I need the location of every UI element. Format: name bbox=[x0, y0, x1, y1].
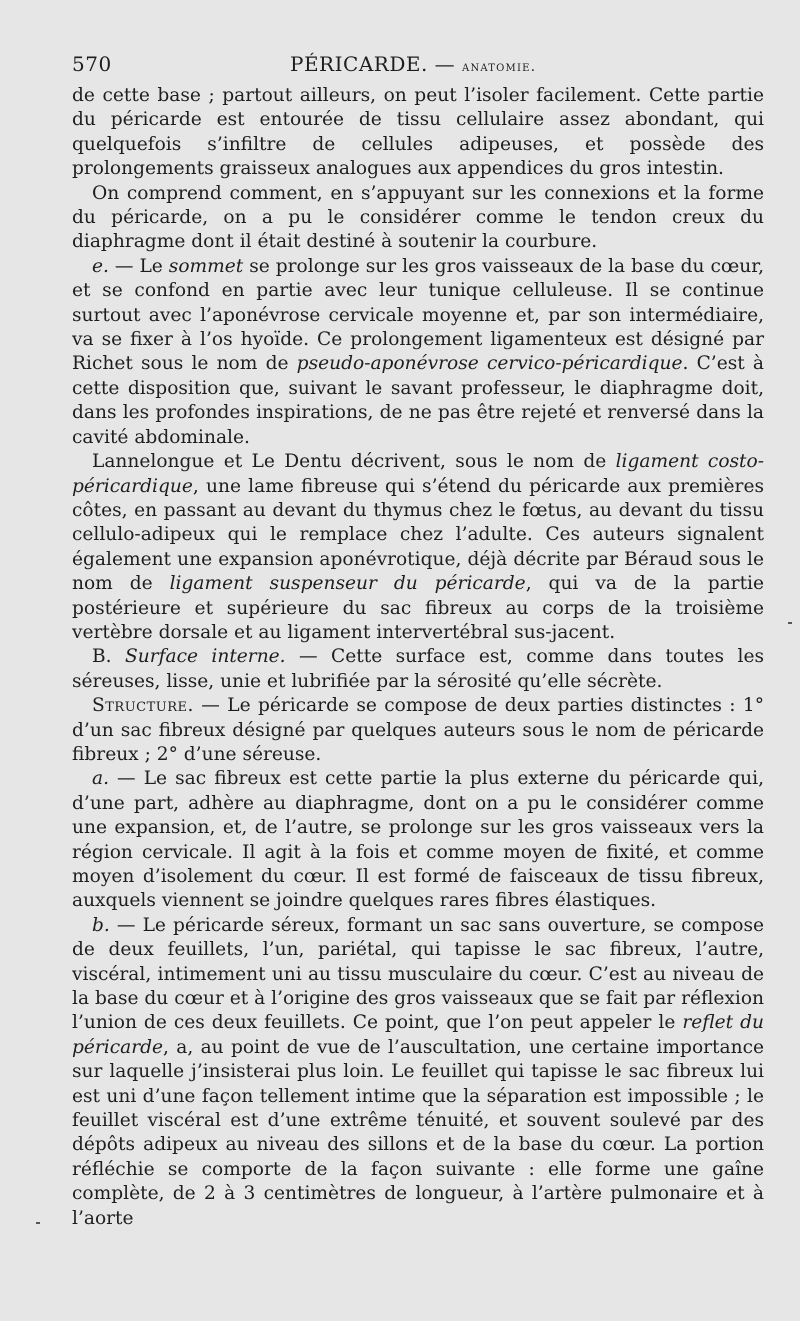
running-header bbox=[72, 50, 764, 84]
running-title-section: anatomie. bbox=[462, 59, 537, 75]
paragraph-text: — Le bbox=[108, 255, 169, 277]
paragraph-text: , qui va de la partie postérieure et supérieure du sac fibreux au corps de la troisième vertèbre dorsale et au ligament intervertébral sus-jacent. bbox=[72, 573, 764, 643]
term-italic: ligament suspenseur du péricarde bbox=[169, 573, 526, 595]
section-heading-smallcaps: Structure. bbox=[92, 695, 194, 717]
paragraph-continuation bbox=[72, 84, 764, 182]
paragraph-text: , une lame fibreuse qui s’étend du péricarde aux premières côtes, en passant au devant du thymus chez le fœtus, au devant du tissu cellulo-adipeux qui le remplace chez l’adulte. Ces auteurs signalent également une expansion aponévrotique, déjà décrite par Béraud sous le nom de bbox=[72, 475, 764, 595]
paragraph-costo-pericardique bbox=[72, 450, 764, 645]
margin-mark bbox=[36, 1222, 40, 1224]
item-letter: a. bbox=[92, 768, 109, 790]
paragraph-sac-fibreux bbox=[72, 767, 764, 913]
margin-mark bbox=[788, 622, 792, 624]
paragraph-text: — Le sac fibreux est cette partie la plus externe du péricarde qui, d’une part, adhère au diaphragme, dont on a pu le considérer comme une expansion, et, de l’autre, se prolonge sur les gros vaisseaux vers la région cervicale. Il agit à la fois et comme moyen de fixité, et comme moyen d’isolement du cœur. Il est formé de faisceaux de tissu fibreux, auxquels viennent se joindre quelques rares fibres élastiques. bbox=[72, 768, 764, 912]
section-heading-italic: Surface interne. bbox=[125, 646, 286, 668]
paragraph-text: . C’est à cette disposition que, suivant le savant professeur, le diaphragme doit, dans les profondes inspirations, de ne pas être rejeté et renversé dans la cavité abdominale. bbox=[72, 353, 764, 448]
section-letter: B. bbox=[92, 646, 125, 668]
paragraph-surface-interne bbox=[72, 645, 764, 694]
term-italic: ligament costo-péricardique bbox=[72, 451, 765, 497]
paragraph-sommet bbox=[72, 255, 764, 450]
paragraph-pericarde-sereux bbox=[72, 914, 764, 1231]
term-italic: sommet bbox=[168, 255, 244, 277]
paragraph-text: — Le péricarde se compose de deux parties distinctes : 1° d’un sac fibreux désigné par quelques auteurs sous le nom de péricarde fibreux ; 2° d’une séreuse. bbox=[72, 695, 764, 765]
item-letter: b. bbox=[92, 914, 110, 936]
item-letter: e. bbox=[92, 255, 109, 277]
paragraph-text: — Le péricarde séreux, formant un sac sans ouverture, se compose de deux feuillets, l’un, pariétal, qui tapisse le sac fibreux, l’autre, viscéral, intimement uni au tissu musculaire du cœur. C’est au niveau de la base du cœur et à l’origine des gros vaisseaux que se fait par réflexion l’union de ces deux feuillets. Ce point, que l’on peut appeler le bbox=[72, 914, 764, 1034]
paragraph-text: Lannelongue et Le Dentu décrivent, sous le nom de bbox=[92, 451, 616, 473]
paragraph-text: , a, au point de vue de l’auscultation, une certaine importance sur laquelle j’insisterai plus loin. Le feuillet qui tapisse le sac fibreux lui est uni d’une façon tellement intime que la séparation est impossible ; le feuillet viscéral est d’une extrême ténuité, et souvent soulevé par des dépôts adipeux au niveau des sillons et de la base du cœur. La portion réfléchie se comporte de la façon suivante : elle forme une gaîne complète, de 2 à 3 centimètres de longueur, à l’artère pulmonaire et à l’aorte bbox=[72, 1036, 764, 1229]
term-italic: reflet du péricarde bbox=[72, 1012, 764, 1058]
paragraph-structure bbox=[72, 694, 764, 767]
running-title bbox=[290, 52, 536, 76]
page-number: 570 bbox=[72, 52, 112, 76]
paragraph-text: se prolonge sur les gros vaisseaux de la base du cœur, et se confond en partie avec leur tunique celluleuse. Il se continue surtout avec l’aponévrose cervicale moyenne et, par son intermédiaire, va se fixer à l’os hyoïde. Ce prolongement ligamenteux est désigné par Richet sous le nom de bbox=[72, 255, 764, 375]
term-italic: pseudo-aponévrose cervico-péricardique bbox=[296, 353, 683, 375]
body-text bbox=[72, 84, 764, 1231]
paragraph-text: — Cette surface est, comme dans toutes les séreuses, lisse, unie et lubrifiée par la sérosité qu’elle sécrète. bbox=[72, 646, 764, 692]
paragraph-text: On comprend comment, en s’appuyant sur les connexions et la forme du péricarde, on a pu le considérer comme le tendon creux du diaphragme dont il était destiné à soutenir la courbure. bbox=[72, 182, 764, 253]
running-title-main: PÉRICARDE. — bbox=[290, 52, 456, 76]
paragraph-text: de cette base ; partout ailleurs, on peut l’isoler facilement. Cette partie du péricarde est entourée de tissu cellulaire assez abondant, qui quelquefois s’infiltre de cellules adipeuses, et possède des prolongements graisseux analogues aux appendices du gros intestin. bbox=[72, 85, 764, 180]
paragraph-tendon-creux bbox=[72, 182, 764, 255]
